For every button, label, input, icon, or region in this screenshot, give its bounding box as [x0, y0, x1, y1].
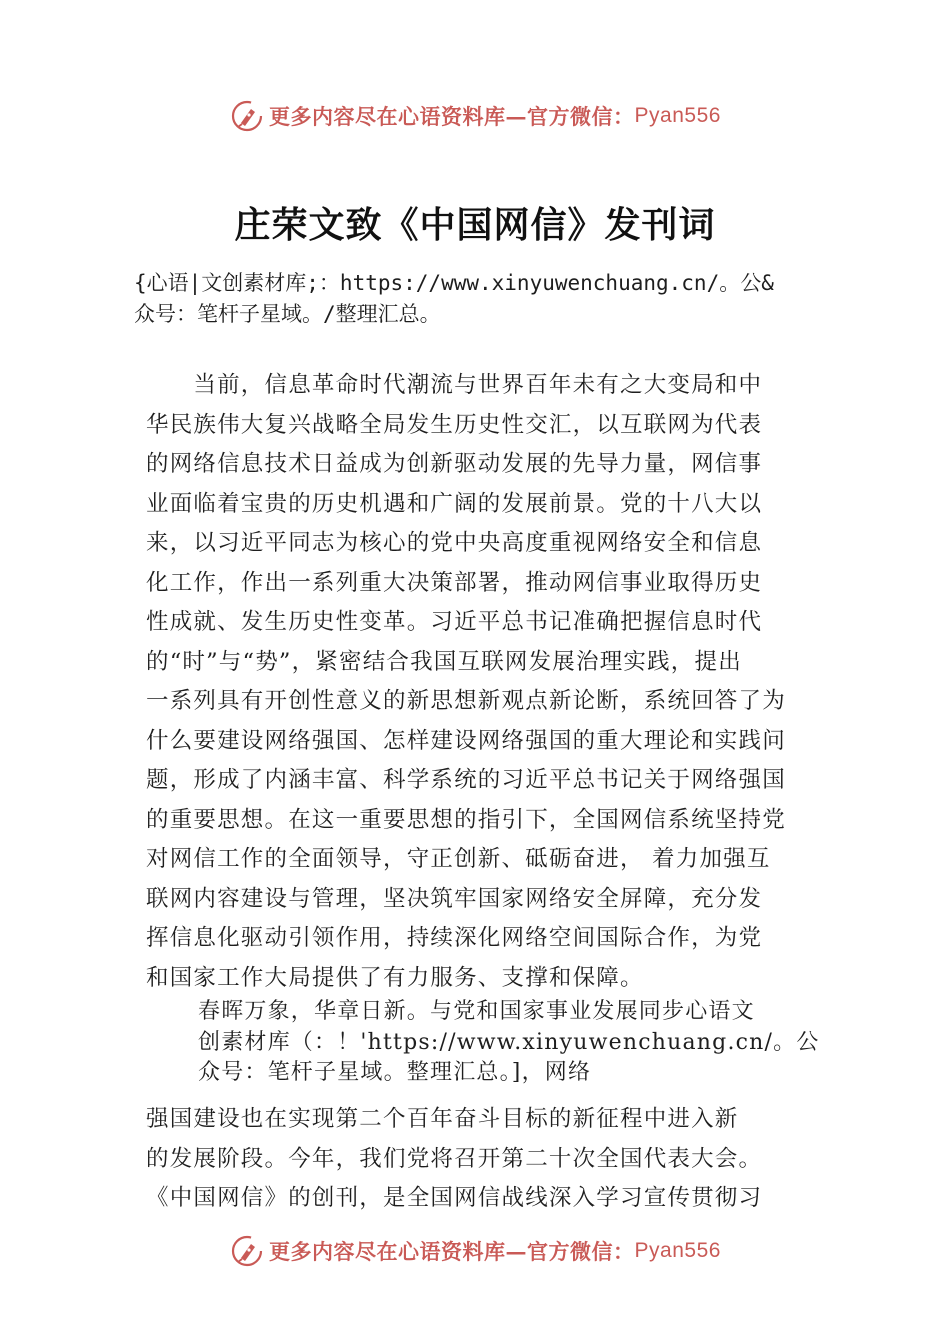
text-line: 强国建设也在实现第二个百年奋斗目标的新征程中进入新: [146, 1106, 739, 1132]
text-line: 联网内容建设与管理，坚决筑牢国家网络安全屏障，充分发: [146, 885, 763, 912]
header-watermark-banner: [0, 96, 950, 136]
text-line: 的重要思想。在这一重要思想的指引下，全国网信系统坚持党: [146, 806, 786, 833]
text-line: 华民族伟大复兴战略全局发生历史性交汇，以互联网为代表: [146, 411, 763, 438]
paragraph-1: [146, 366, 826, 998]
text-line: 的“时”与“势”，紧密结合我国互联网发展治理实践，提出: [146, 648, 742, 675]
document-title: 庄荣文致《中国网信》发刊词: [234, 204, 716, 246]
text-line: 创素材库（：！'https://www.xinyuwenchuang.cn/。公: [198, 1029, 820, 1055]
text-line: 化工作，作出一系列重大决策部署，推动网信事业取得历史: [146, 569, 763, 596]
text-line: 题，形成了内涵丰富、科学系统的习近平总书记关于网络强国: [146, 767, 786, 793]
header-watermark-handle: Pyan556: [634, 104, 721, 127]
text-line: 众号：笔杆子星域。整理汇总。]，网络: [198, 1060, 592, 1085]
text-line: 和国家工作大局提供了有力服务、支撑和保障。: [146, 964, 644, 991]
footer-watermark-banner: [0, 1231, 950, 1271]
pen-nib-logo-icon: [229, 1233, 265, 1269]
text-line: 来，以习近平同志为核心的党中央高度重视网络安全和信息: [146, 530, 763, 556]
footer-watermark-text: 更多内容尽在心语资料库—官方微信：: [269, 1239, 635, 1264]
text-line: 挥信息化驱动引领作用，持续深化网络空间国际合作，为党: [146, 925, 763, 951]
text-line: 的发展阶段。今年，我们党将召开第二十次全国代表大会。: [146, 1145, 763, 1172]
text-line: 对网信工作的全面领导，守正创新、砥砺奋进， 着力加强互: [146, 846, 771, 872]
text-line: 业面临着宝贵的历史机遇和广阔的发展前景。党的十八大以: [146, 490, 763, 517]
text-line: 春晖万象，华章日新。与党和国家事业发展同步心语文: [198, 999, 755, 1024]
text-line: 性成就、发生历史性变革。习近平总书记准确把握信息时代: [146, 609, 763, 635]
source-note: {心语|文创素材库;：https://www.xinyuwenchuang.cn/。公& 众号：笔杆子星域。/整理汇总。: [134, 271, 774, 326]
text-line: 《中国网信》的创刊，是全国网信战线深入学习宣传贯彻习: [146, 1185, 763, 1211]
pen-nib-logo-icon: [229, 98, 265, 134]
text-line: 什么要建设网络强国、怎样建设网络强国的重大理论和实践问: [146, 727, 786, 754]
paragraph-3: [146, 1100, 826, 1219]
footer-watermark-handle: Pyan556: [634, 1239, 721, 1262]
header-watermark-text: 更多内容尽在心语资料库—官方微信：: [269, 104, 635, 129]
inset-paragraph: [198, 997, 848, 1089]
text-line: 的网络信息技术日益成为创新驱动发展的先导力量，网信事: [146, 451, 763, 477]
text-line: 当前，信息革命时代潮流与世界百年未有之大变局和中: [146, 372, 763, 398]
text-line: 一系列具有开创性意义的新思想新观点新论断，系统回答了为: [146, 688, 786, 714]
